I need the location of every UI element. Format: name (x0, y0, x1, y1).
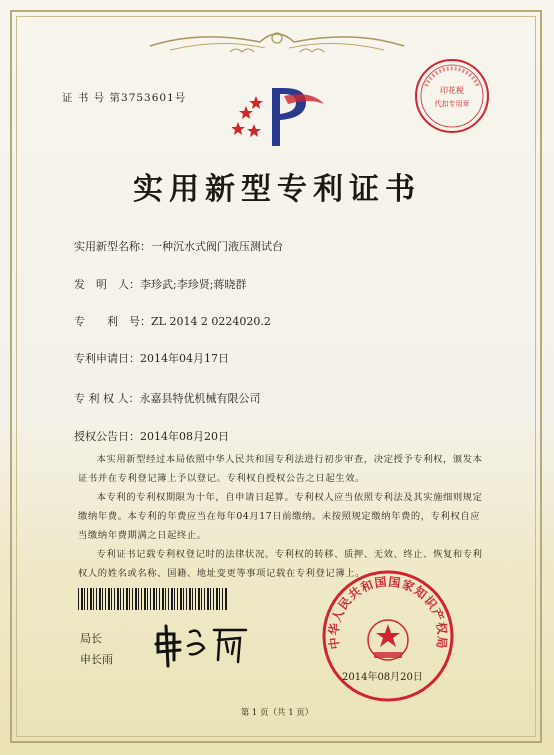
inventor-label: 发 明 人： (74, 278, 140, 291)
inventor-row (74, 276, 246, 292)
body-paragraph-2: 本专利的专利权期限为十年，自申请日起算。专利权人应当依照专利法及其实施细则规定缴纳年费。本专利的年费应当在每年04月17日前缴纳。未按照规定缴纳年费的，专利权自应当缴纳年费期满之日起终止。 (78, 492, 483, 541)
patent-number-row (74, 313, 271, 329)
utility-model-name-label: 实用新型名称： (74, 240, 151, 253)
patentee-value: 永嘉县特优机械有限公司 (139, 392, 261, 405)
utility-model-name-row (74, 238, 283, 254)
grant-date-value: 2014年08月20日 (140, 430, 229, 443)
certificate-body (78, 450, 488, 583)
director-title: 局长 (80, 632, 102, 645)
body-paragraph-3: 专利证书记载专利权登记时的法律状况。专利权的转移、质押、无效、终止、恢复和专利权人的姓名或名称、国籍、地址变更等事项记载在专利登记簿上。 (78, 549, 483, 579)
director-name: 申长雨 (80, 653, 113, 666)
svg-text:代扣专用章: 代扣专用章 (434, 100, 470, 108)
patent-office-logo (232, 84, 328, 150)
barcode (78, 588, 228, 610)
utility-model-name-value: 一种沉水式阀门液压测试台 (151, 240, 283, 253)
stamp-duty-seal (412, 56, 492, 136)
filing-date-value: 2014年04月17日 (140, 352, 229, 365)
document-title: 实用新型专利证书 (133, 172, 421, 207)
page-footer: 第 1 页（共 1 页） (240, 708, 314, 718)
patent-number-value: ZL 2014 2 0224020.2 (151, 315, 271, 328)
certificate-number: 证 书 号 第3753601号 (62, 92, 187, 104)
patent-number-label: 专 利 号： (74, 315, 151, 328)
seal-text: 中华人民共和国国家知识产权局 (326, 574, 450, 651)
director-signature (150, 620, 250, 670)
patentee-label: 专 利 权 人： (74, 392, 140, 405)
filing-date-label: 专利申请日： (74, 352, 140, 365)
grant-date-label: 授权公告日： (74, 430, 140, 443)
official-seal (318, 566, 458, 706)
grant-date-row (74, 428, 229, 444)
seal-date: 2014年08月20日 (342, 672, 423, 683)
inventor-value: 李珍武;李珍贤;蒋晓群 (140, 278, 247, 291)
filing-date-row (74, 350, 229, 366)
patentee-row (74, 390, 261, 406)
svg-text:印花税: 印花税 (440, 86, 464, 95)
body-paragraph-1: 本实用新型经过本局依照中华人民共和国专利法进行初步审查，决定授予专利权，颁发本证书并在专利登记簿上予以登记。专利权自授权公告之日起生效。 (78, 454, 483, 484)
